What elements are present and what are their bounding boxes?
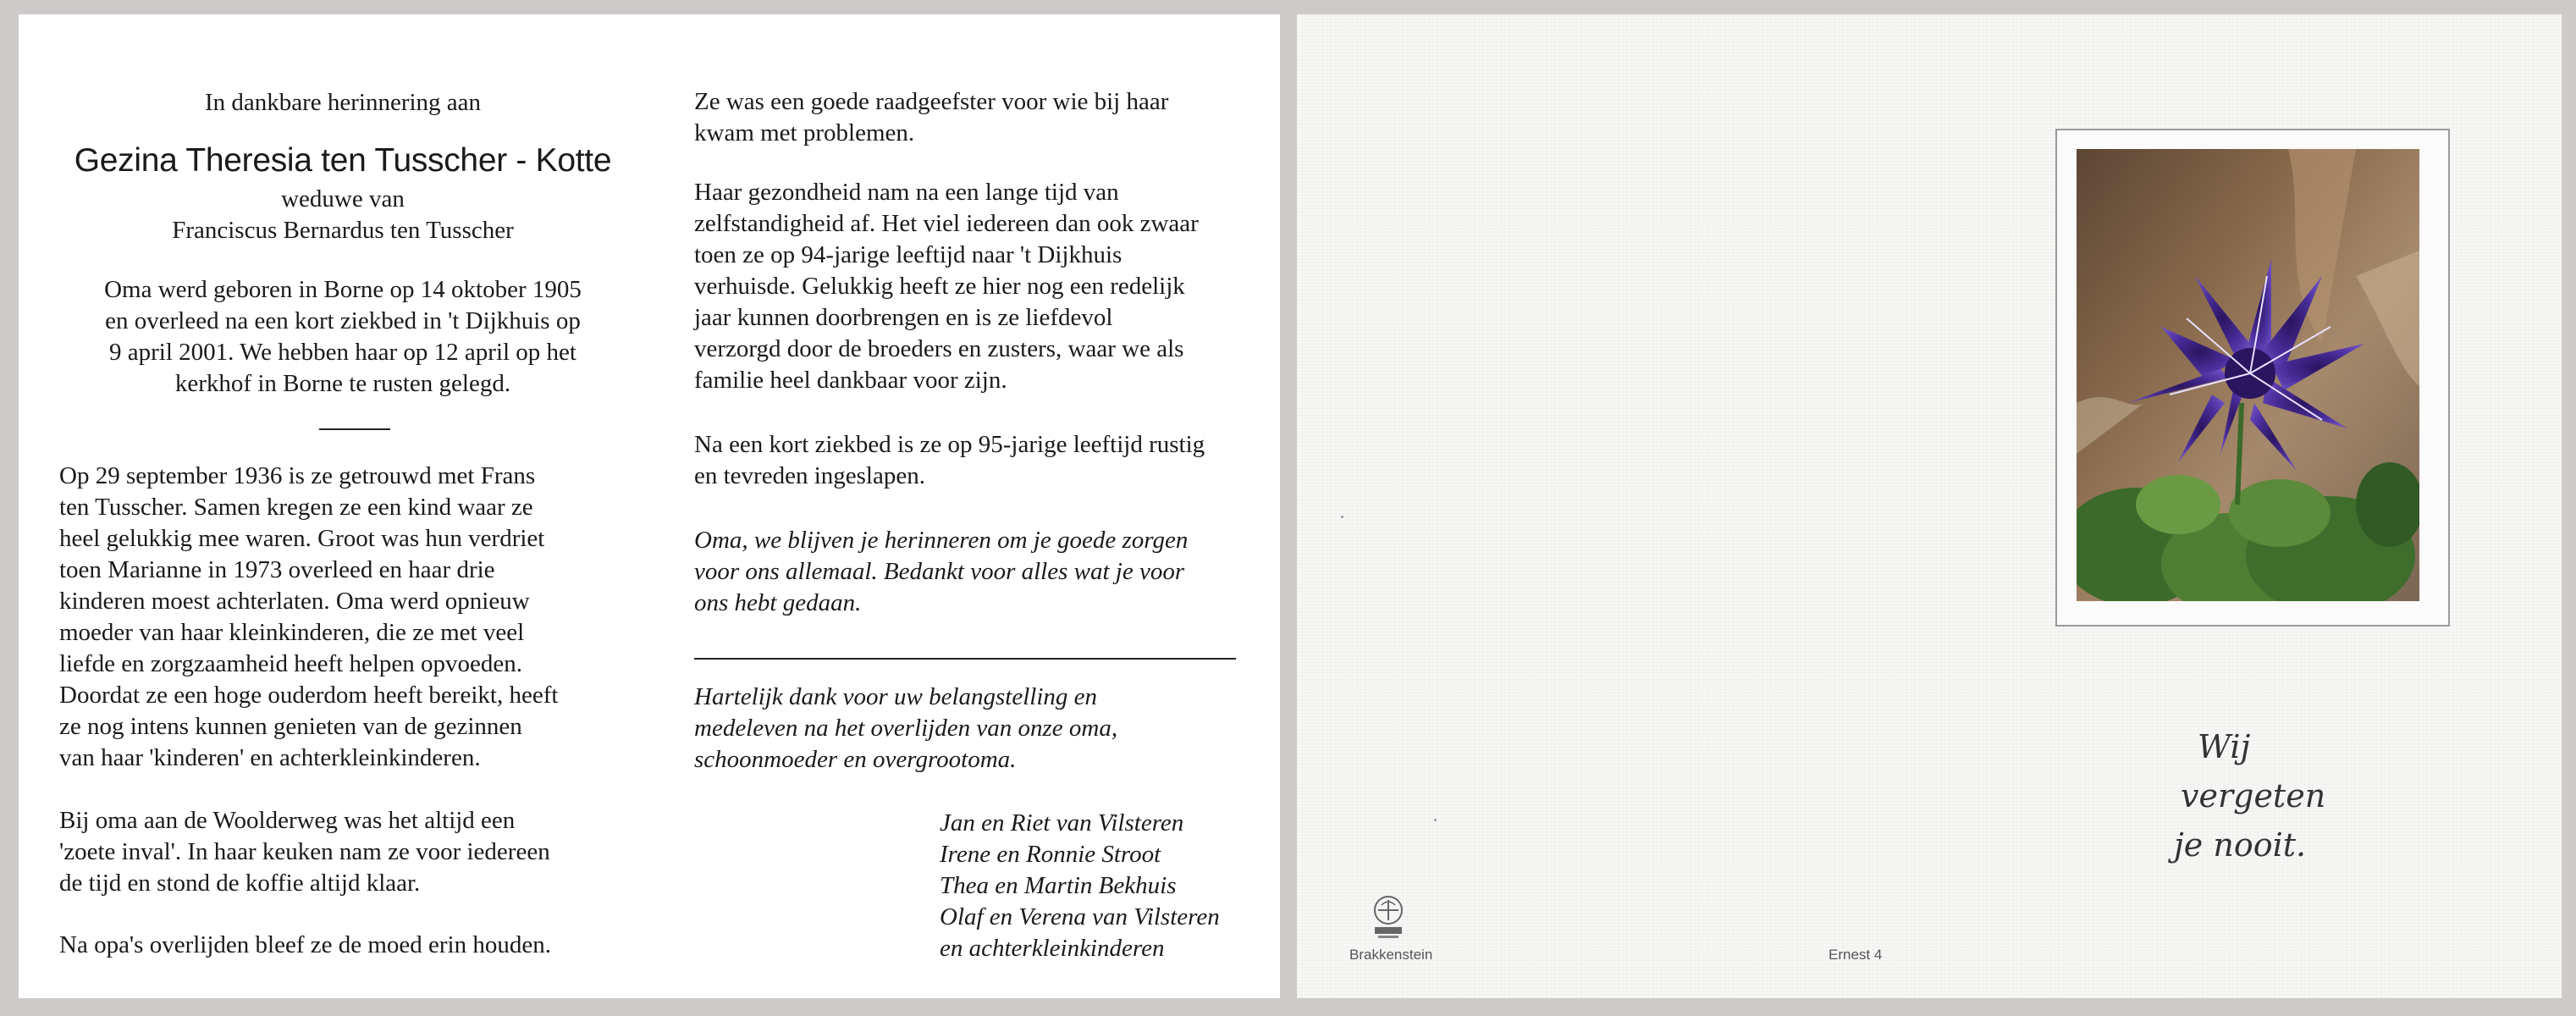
- husband-name: Franciscus Bernardus ten Tusscher: [172, 217, 514, 244]
- text-line: Haar gezondheid nam na een lange tijd van: [694, 179, 1119, 206]
- text-line: en overleed na een kort ziekbed in 't Dijkhuis op: [105, 307, 581, 334]
- text-line: zelfstandigheid af. Het viel iedereen dan ook zwaar: [694, 210, 1199, 237]
- text-line: ten Tusscher. Samen kregen ze een kind waar ze: [59, 494, 533, 521]
- text-line: Hartelijk dank voor uw belangstelling en: [694, 683, 1098, 710]
- text-line: liefde en zorgzaamheid heeft helpen opvoeden.: [59, 650, 522, 677]
- text-line: 9 april 2001. We hebben haar op 12 april op het: [108, 339, 576, 366]
- text-line: Doordat ze een hoge ouderdom heeft bereikt, heeft: [59, 682, 559, 709]
- signer: Thea en Martin Bekhuis: [940, 872, 1177, 899]
- text-line: Bij oma aan de Woolderweg was het altijd een: [59, 807, 516, 834]
- text-line: Op 29 september 1936 is ze getrouwd met Frans: [59, 462, 536, 489]
- intro-line: In dankbare herinnering aan: [204, 89, 482, 116]
- text-line: de tijd en stond de koffie altijd klaar.: [59, 870, 421, 897]
- passing-paragraph: [694, 429, 1236, 492]
- card-inside-panel: [19, 14, 1280, 998]
- signer: en achterkleinkinderen: [940, 935, 1165, 962]
- text-line: jaar kunnen doorbrengen en is ze liefdevol: [694, 304, 1113, 331]
- text-line: en tevreden ingeslapen.: [694, 462, 925, 489]
- signer: Irene en Ronnie Stroot: [940, 841, 1161, 868]
- life-paragraph: [59, 461, 626, 774]
- signer: Olaf en Verena van Vilsteren: [940, 903, 1220, 930]
- card-cover-panel: [1297, 14, 2562, 998]
- text-line: kwam met problemen.: [694, 119, 915, 146]
- tribute-paragraph: [694, 525, 1236, 619]
- text-line: ze nog intens kunnen genieten van de gezinnen: [59, 713, 522, 740]
- thanks-paragraph: [694, 682, 1236, 776]
- text-line: ons hebt gedaan.: [694, 589, 862, 616]
- text-line: medeleven na het overlijden van onze oma,: [694, 715, 1118, 742]
- text-line: Oma werd geboren in Borne op 14 oktober 1905: [104, 276, 582, 303]
- text-line: Na een kort ziekbed is ze op 95-jarige leeftijd rustig: [694, 431, 1205, 458]
- divider-long: [694, 658, 1236, 660]
- birth-paragraph: [59, 274, 626, 400]
- health-paragraph: [694, 177, 1236, 396]
- signer: Jan en Riet van Vilsteren: [940, 809, 1184, 837]
- motto-line: je nooit.: [2174, 826, 2307, 864]
- kitchen-paragraph: [59, 805, 626, 899]
- brakkenstein-logo-icon: [1370, 895, 1407, 942]
- text-line: van haar 'kinderen' en achterkleinkinderen.: [59, 744, 481, 771]
- text-line: toen ze op 94-jarige leeftijd naar 't Dijkhuis: [694, 241, 1123, 268]
- text-line: moeder van haar kleinkinderen, die ze met veel: [59, 619, 525, 646]
- text-line: voor ons allemaal. Bedankt voor alles wat je voor: [694, 558, 1185, 585]
- motto-line: Wij: [2198, 728, 2251, 765]
- motto-line: vergeten: [2181, 777, 2326, 814]
- text-line: kerkhof in Borne te rusten gelegd.: [174, 370, 511, 397]
- text-line: Ze was een goede raadgeefster voor wie bij haar: [694, 88, 1169, 115]
- advisor-paragraph: [694, 86, 1236, 149]
- signers-list: [940, 808, 1244, 964]
- divider-short: [319, 428, 390, 430]
- flower-illustration: [2077, 149, 2419, 601]
- text-line: toen Marianne in 1973 overleed en haar drie: [59, 556, 495, 583]
- text-line: heel gelukkig mee waren. Groot was hun verdriet: [59, 525, 545, 552]
- text-line: schoonmoeder en overgrootoma.: [694, 746, 1017, 773]
- paper-speck: [1341, 516, 1343, 518]
- deceased-name: Gezina Theresia ten Tusscher - Kotte: [74, 142, 612, 179]
- photo-frame: [2055, 129, 2450, 627]
- text-line: familie heel dankbaar voor zijn.: [694, 367, 1007, 394]
- publisher-name: Brakkenstein: [1349, 947, 1433, 963]
- card-model: Ernest 4: [1829, 947, 1883, 963]
- widow-of-line: weduwe van: [281, 185, 405, 213]
- text-line: Oma, we blijven je herinneren om je goede zorgen: [694, 527, 1189, 554]
- paper-speck: [1434, 819, 1437, 821]
- text-line: kinderen moest achterlaten. Oma werd opnieuw: [59, 588, 530, 615]
- courage-paragraph: Na opa's overlijden bleef ze de moed erin houden.: [59, 931, 551, 958]
- text-line: verzorgd door de broeders en zusters, waar we als: [694, 335, 1184, 362]
- cover-motto: [2174, 722, 2394, 870]
- text-line: verhuisde. Gelukkig heeft ze hier nog een redelijk: [694, 273, 1185, 300]
- purple-flower-photo-icon: [2077, 149, 2419, 601]
- text-line: 'zoete inval'. In haar keuken nam ze voor iedereen: [59, 838, 550, 865]
